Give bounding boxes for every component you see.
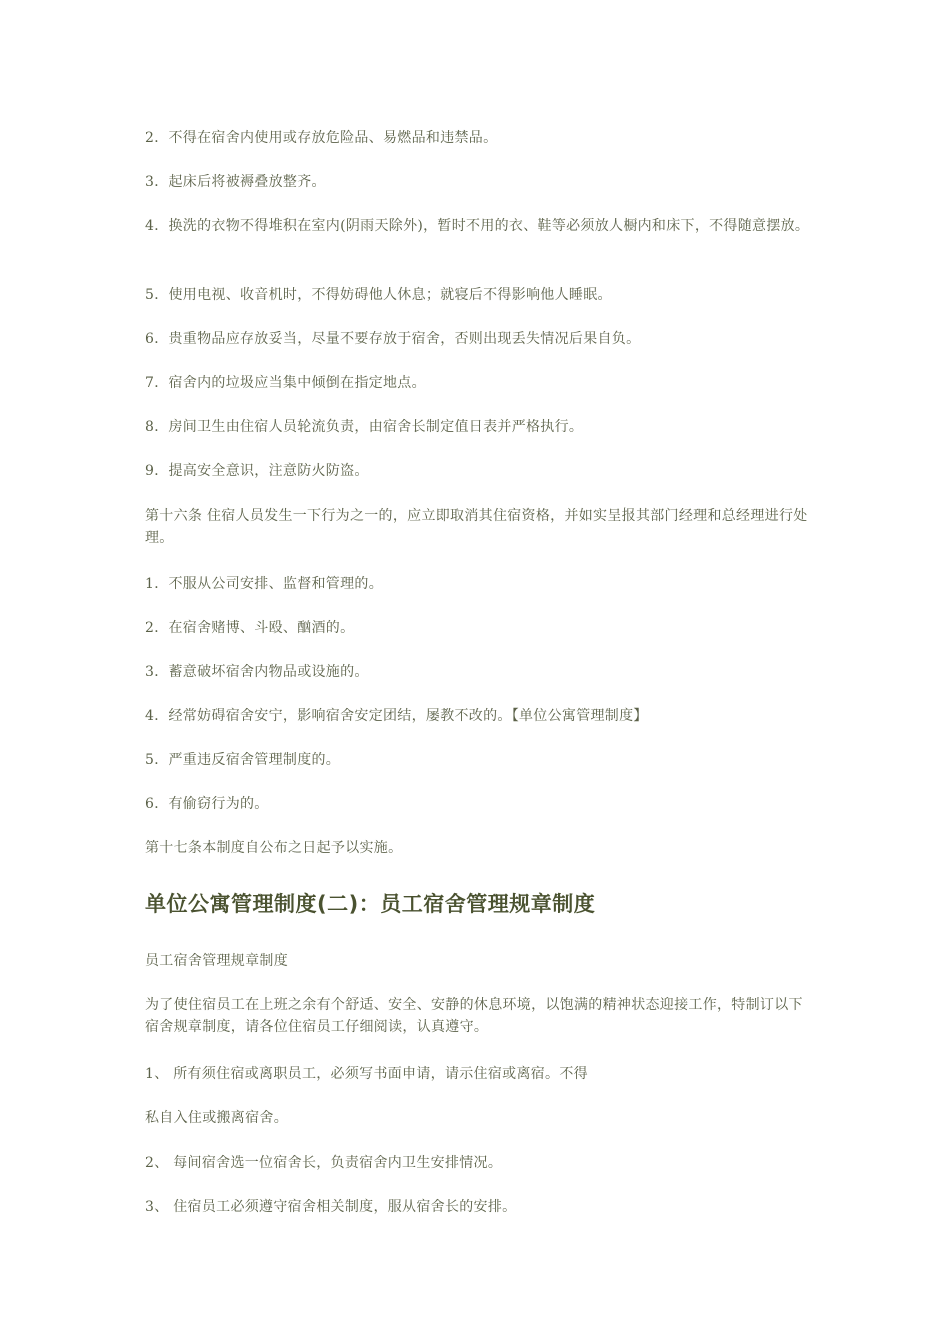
dorm-item-3: 3、 住宿员工必须遵守宿舍相关制度，服从宿舍长的安排。 <box>145 1199 517 1215</box>
violation-3: 3．蓄意破坏宿舍内物品或设施的。 <box>145 664 369 680</box>
violation-1: 1．不服从公司安排、监督和管理的。 <box>145 576 384 592</box>
article-17: 第十七条本制度自公布之日起予以实施。 <box>145 840 403 856</box>
section-heading: 单位公寓管理制度(二)：员工宿舍管理规章制度 <box>145 892 596 916</box>
rule-2: 2．不得在宿舍内使用或存放危险品、易燃品和违禁品。 <box>145 130 498 146</box>
violation-2: 2．在宿舍赌博、斗殴、酗酒的。 <box>145 620 355 636</box>
rule-7: 7．宿舍内的垃圾应当集中倾倒在指定地点。 <box>145 375 426 391</box>
section-intro: 为了使住宿员工在上班之余有个舒适、安全、安静的休息环境，以饱满的精神状态迎接工作，特制订以下宿舍规章制度，请各位住宿员工仔细阅读，认真遵守。 <box>145 997 803 1035</box>
dorm-item-1-continued: 私自入住或搬离宿舍。 <box>145 1110 288 1126</box>
rule-9: 9．提高安全意识，注意防火防盗。 <box>145 463 369 479</box>
section-subtitle: 员工宿舍管理规章制度 <box>145 953 288 969</box>
rule-6: 6．贵重物品应存放妥当，尽量不要存放于宿舍，否则出现丢失情况后果自负。 <box>145 331 641 347</box>
rule-5: 5．使用电视、收音机时，不得妨碍他人休息；就寝后不得影响他人睡眠。 <box>145 287 612 303</box>
violation-6: 6．有偷窃行为的。 <box>145 796 269 812</box>
dorm-item-1: 1、 所有须住宿或离职员工，必须写书面申请，请示住宿或离宿。不得 <box>145 1066 588 1082</box>
rule-4: 4．换洗的衣物不得堆积在室内(阴雨天除外)，暂时不用的衣、鞋等必须放人橱内和床下，不得随意摆放。 <box>145 218 810 234</box>
violation-4: 4．经常妨碍宿舍安宁，影响宿舍安定团结，屡教不改的。【单位公寓管理制度】 <box>145 708 648 724</box>
article-16: 第十六条 住宿人员发生一下行为之一的，应立即取消其住宿资格，并如实呈报其部门经理和总经理进行处理。 <box>145 508 808 546</box>
rule-3: 3．起床后将被褥叠放整齐。 <box>145 174 326 190</box>
rule-8: 8．房间卫生由住宿人员轮流负责，由宿舍长制定值日表并严格执行。 <box>145 419 584 435</box>
violation-5: 5．严重违反宿舍管理制度的。 <box>145 752 341 768</box>
dorm-item-2: 2、 每间宿舍选一位宿舍长，负责宿舍内卫生安排情况。 <box>145 1155 503 1171</box>
